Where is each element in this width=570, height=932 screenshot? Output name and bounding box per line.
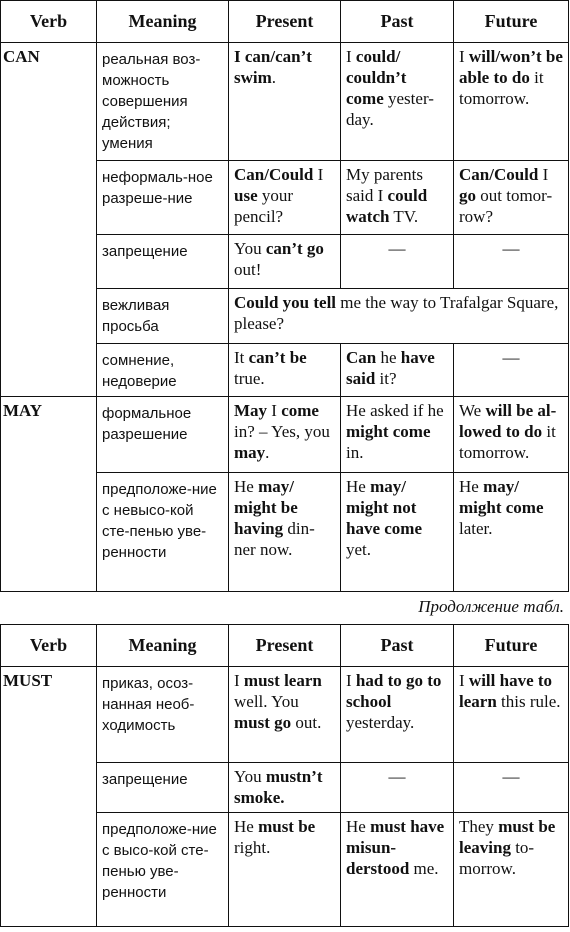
example-bold-text: May [234, 401, 268, 420]
example-bold-text: could/ couldn’t come [346, 47, 407, 108]
future-cell [454, 43, 569, 161]
table-row [1, 667, 569, 763]
present-cell [229, 667, 341, 763]
example-bold-text: will have to learn [459, 671, 553, 711]
meaning-cell: формальное разрешение [97, 397, 229, 473]
example-text: yesterday. [346, 713, 415, 732]
example-text: it tomorrow. [459, 68, 544, 108]
meaning-cell: сомнение, недоверие [97, 344, 229, 397]
example-text: He [346, 477, 371, 496]
example-text: I [538, 165, 549, 184]
example-text: to-morrow. [459, 838, 535, 878]
past-cell [341, 667, 454, 763]
example-text: You [234, 239, 266, 258]
example-text: in? – Yes, you [234, 422, 330, 441]
example-text: It [234, 348, 249, 367]
meaning-cell: реальная воз-можность совершения действия; умения [97, 43, 229, 161]
example-text: me. [409, 859, 439, 878]
present-cell [229, 473, 341, 592]
meaning-cell: предположе-ние с невысо-кой сте-пенью уве-ренности [97, 473, 229, 592]
example-text: He [459, 477, 484, 496]
example-bold-text: must be leaving [459, 817, 556, 857]
example-text: later. [459, 519, 493, 538]
future-dash-cell: — [454, 763, 569, 813]
past-cell [341, 397, 454, 473]
example-text: TV. [389, 207, 419, 226]
example-bold-text: will be al-lowed to do [459, 401, 557, 441]
example-bold-text: may/ might come [459, 477, 544, 517]
future-cell [454, 397, 569, 473]
example-bold-text: must go [234, 713, 292, 732]
verb-cell: MAY [1, 397, 97, 592]
example-text: it tomorrow. [459, 422, 556, 462]
example-bold-text: might come [346, 422, 431, 441]
example-bold-text: Can [346, 348, 377, 367]
example-bold-text: Could you tell [234, 293, 337, 312]
example-text: I [346, 671, 356, 690]
example-text: I [459, 47, 469, 66]
example-text: I [234, 671, 244, 690]
example-bold-text: must be [258, 817, 316, 836]
present-cell [229, 43, 341, 161]
example-bold-text: could watch [346, 186, 428, 226]
present-cell [229, 344, 341, 397]
example-bold-text: had to go to school [346, 671, 442, 711]
example-text: in. [346, 443, 364, 462]
example-bold-text: Can/Could [459, 165, 539, 184]
header-row [1, 1, 569, 43]
example-bold-text: Can/Could [234, 165, 314, 184]
example-bold-text: mustn’t smoke. [234, 767, 323, 807]
meaning-cell: приказ, осоз-нанная необ-ходимость [97, 667, 229, 763]
example-text: this rule. [496, 692, 561, 711]
spanning-example-cell [229, 289, 569, 344]
meaning-cell: неформаль-ное разреше-ние [97, 161, 229, 235]
example-bold-text: must learn [243, 671, 322, 690]
present-cell [229, 813, 341, 927]
example-text: He [346, 817, 371, 836]
example-text: he [376, 348, 401, 367]
example-text: yet. [346, 540, 372, 559]
example-text: I [313, 165, 324, 184]
example-text: it? [375, 369, 397, 388]
header-future: Future [454, 625, 569, 667]
header-past: Past [341, 625, 454, 667]
example-bold-text: may/ might not have come [346, 477, 423, 538]
example-bold-text: I can/can’t swim [234, 47, 312, 87]
future-cell [454, 473, 569, 592]
past-cell [341, 813, 454, 927]
example-text: out! [234, 260, 262, 279]
example-text: He asked if he [346, 401, 444, 420]
example-text: out tomor-row? [459, 186, 553, 226]
header-present: Present [229, 625, 341, 667]
meaning-cell: запрещение [97, 235, 229, 289]
header-present: Present [229, 1, 341, 43]
table-row [1, 397, 569, 473]
verb-cell: MUST [1, 667, 97, 927]
example-text: din-ner now. [234, 519, 315, 559]
past-dash-cell: — [341, 235, 454, 289]
example-text: out. [291, 713, 322, 732]
header-row [1, 625, 569, 667]
past-cell [341, 473, 454, 592]
future-cell [454, 161, 569, 235]
example-text: your pencil? [234, 186, 294, 226]
example-text: I [346, 47, 356, 66]
example-bold-text: come [281, 401, 319, 420]
example-bold-text: must have misun-derstood [346, 817, 445, 878]
example-text: He [234, 477, 259, 496]
header-verb: Verb [1, 1, 97, 43]
future-dash-cell: — [454, 235, 569, 289]
example-bold-text: may [234, 443, 266, 462]
example-bold-text: use [234, 186, 258, 205]
header-verb: Verb [1, 625, 97, 667]
header-meaning: Meaning [97, 1, 229, 43]
meaning-cell: запрещение [97, 763, 229, 813]
example-text: He [234, 817, 259, 836]
example-text: . [265, 443, 270, 462]
example-text: I [267, 401, 282, 420]
modal-verbs-table-2 [0, 624, 569, 927]
past-dash-cell: — [341, 763, 454, 813]
verb-cell: CAN [1, 43, 97, 397]
example-text: well. You [234, 692, 299, 711]
example-text: We [459, 401, 486, 420]
header-meaning: Meaning [97, 625, 229, 667]
meaning-cell: вежливая просьба [97, 289, 229, 344]
example-text: right. [234, 838, 271, 857]
header-future: Future [454, 1, 569, 43]
future-cell [454, 813, 569, 927]
past-cell [341, 43, 454, 161]
header-past: Past [341, 1, 454, 43]
table-row [1, 43, 569, 161]
example-text: My parents said I [346, 165, 423, 205]
continuation-note: Продолжение табл. [418, 597, 564, 616]
future-dash-cell: — [454, 344, 569, 397]
example-text: . [271, 68, 277, 87]
example-bold-text: have said [346, 348, 435, 388]
example-bold-text: go [459, 186, 476, 205]
example-text: true. [234, 369, 265, 388]
example-text: They [459, 817, 499, 836]
present-cell [229, 763, 341, 813]
example-bold-text: can’t be [248, 348, 307, 367]
example-text: I [459, 671, 469, 690]
example-bold-text: may/ might be having [234, 477, 298, 538]
example-bold-text: can’t go [265, 239, 324, 258]
present-cell [229, 235, 341, 289]
future-cell [454, 667, 569, 763]
example-bold-text: will/won’t be able to do [459, 47, 563, 87]
present-cell [229, 161, 341, 235]
past-cell [341, 161, 454, 235]
example-text: You [234, 767, 266, 786]
example-text: yester-day. [346, 89, 434, 129]
past-cell [341, 344, 454, 397]
example-text: me the way to Trafalgar Square, please? [234, 293, 559, 333]
present-cell [229, 397, 341, 473]
meaning-cell: предположе-ние с высо-кой сте-пенью уве-ренности [97, 813, 229, 927]
